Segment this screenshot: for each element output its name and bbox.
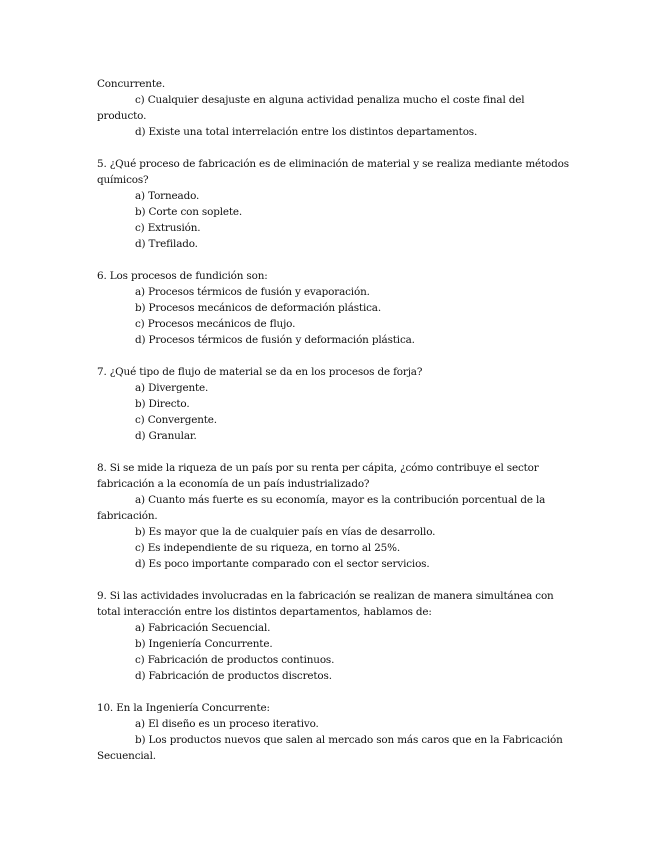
option-d: d) Trefilado.	[135, 238, 198, 250]
question-6	[97, 268, 552, 348]
option-c: c) Extrusión.	[135, 222, 201, 234]
spacer	[97, 348, 552, 364]
option-c: c) Fabricación de productos continuos.	[135, 654, 335, 666]
option-b: b) Corte con soplete.	[135, 206, 243, 218]
option-c-continuation: producto.	[97, 110, 147, 122]
question-text: 10. En la Ingeniería Concurrente:	[97, 702, 270, 714]
question-text: 5. ¿Qué proceso de fabricación es de eliminación de material y se realiza mediante métodos	[97, 158, 569, 170]
option-c: c) Procesos mecánicos de flujo.	[135, 318, 296, 330]
question-text: 8. Si se mide la riqueza de un país por su renta per cápita, ¿cómo contribuye el sector	[97, 462, 539, 474]
option-b: b) Directo.	[135, 398, 190, 410]
option-d: d) Fabricación de productos discretos.	[135, 670, 332, 682]
option-b: b) Procesos mecánicos de deformación plástica.	[135, 302, 381, 314]
question-text-continuation: total interacción entre los distintos departamentos, hablamos de:	[97, 606, 432, 618]
option-d: d) Existe una total interrelación entre los distintos departamentos.	[135, 126, 478, 138]
spacer	[97, 252, 552, 268]
option-a: a) Cuanto más fuerte es su economía, mayor es la contribución porcentual de la	[135, 494, 546, 506]
option-a: a) Torneado.	[135, 190, 200, 202]
question-text: 7. ¿Qué tipo de flujo de material se da en los procesos de forja?	[97, 366, 423, 378]
option-b-continuation: Secuencial.	[97, 750, 156, 762]
option-c: c) Cualquier desajuste en alguna actividad penaliza mucho el coste final del	[135, 94, 525, 106]
question-9	[97, 588, 552, 684]
question-7	[97, 364, 552, 444]
option-a: a) El diseño es un proceso iterativo.	[135, 718, 319, 730]
option-b: b) Es mayor que la de cualquier país en vías de desarrollo.	[135, 526, 436, 538]
option-d: d) Procesos térmicos de fusión y deformación plástica.	[135, 334, 415, 346]
question-text-continuation: fabricación a la economía de un país industrializado?	[97, 478, 370, 490]
question-text: 9. Si las actividades involucradas en la fabricación se realizan de manera simultánea con	[97, 590, 554, 602]
option-a: a) Divergente.	[135, 382, 209, 394]
option-d: d) Granular.	[135, 430, 197, 442]
question-8	[97, 460, 552, 572]
option-c: c) Convergente.	[135, 414, 217, 426]
question-5	[97, 156, 569, 252]
continuation-block	[97, 76, 552, 140]
option-b: b) Los productos nuevos que salen al mercado son más caros que en la Fabricación	[135, 734, 563, 746]
continuation-line: Concurrente.	[97, 78, 166, 90]
option-b: b) Ingeniería Concurrente.	[135, 638, 273, 650]
option-a-continuation: fabricación.	[97, 510, 158, 522]
spacer	[97, 572, 552, 588]
option-a: a) Fabricación Secuencial.	[135, 622, 271, 634]
spacer	[97, 444, 552, 460]
spacer	[97, 684, 552, 700]
option-a: a) Procesos térmicos de fusión y evaporación.	[135, 286, 370, 298]
spacer	[97, 140, 552, 156]
document-page	[97, 76, 569, 764]
question-text-continuation: químicos?	[97, 174, 149, 186]
option-c: c) Es independiente de su riqueza, en torno al 25%.	[135, 542, 400, 554]
question-10	[97, 700, 563, 764]
option-d: d) Es poco importante comparado con el sector servicios.	[135, 558, 430, 570]
question-text: 6. Los procesos de fundición son:	[97, 270, 268, 282]
